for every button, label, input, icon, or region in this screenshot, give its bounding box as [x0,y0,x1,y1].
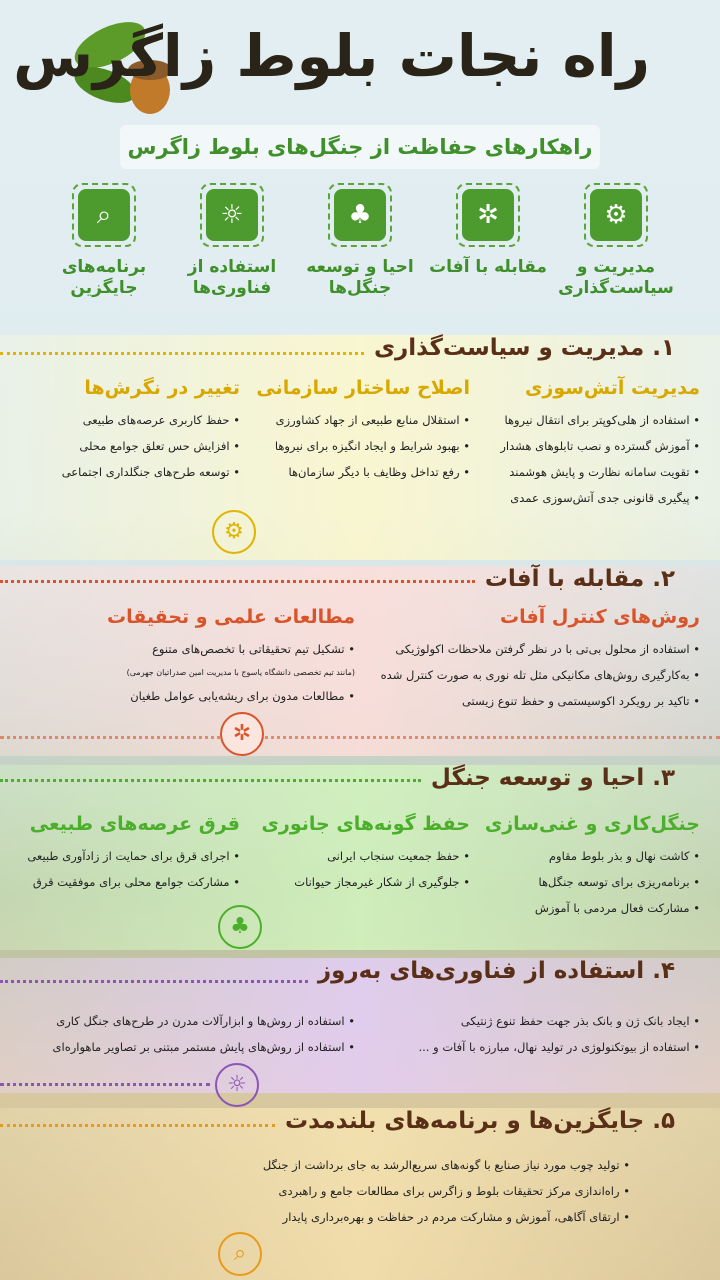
category-technology: ☼ استفاده از فناوری‌ها [168,183,296,300]
lightbulb-chip-icon: ☼ [206,189,258,241]
column-alternatives: • تولید چوب مورد نیاز صنایع با گونه‌های سریع‌الرشد به جای برداشت از جنگل • راه‌اندازی مرکز تحقیقات بلوط و زاگرس برای مطالعات جامع و راهبردی • ارتقای آگاهی، آموزش و مشارکت مردم در حفاظت و بهره‌برداری پایدار [20,1158,630,1236]
bug-target-icon: ✲ [462,189,514,241]
category-alternatives: ⌕ برنامه‌های جایگزین [40,183,168,300]
bug-target-icon: ✲ [220,712,264,756]
page-title: راه نجات بلوط زاگرس [13,22,650,90]
section-title: ۴. استفاده از فناوری‌های به‌روز [317,958,675,984]
column-afforestation: جنگل‌کاری و غنی‌سازی • کاشت نهال و بذر بلوط مقاوم • برنامه‌ریزی برای توسعه جنگل‌ها • مشارکت فعال مردمی با آموزش [480,813,700,927]
column-pest-control: روش‌های کنترل آفات • استفاده از محلول بی‌تی با در نظر گرفتن ملاحظات اکولوژیکی • به‌کارگیری روش‌های مکانیکی مثل تله نوری به صورت کنترل شده • تاکید بر رویکرد اکوسیستمی و حفظ تنوع زیستی [365,606,700,720]
column-tech-2: • استفاده از روش‌ها و ابزارآلات مدرن در طرح‌های جنگل کاری • استفاده از روش‌های پایش مستمر مبتنی بر تصاویر ماهواره‌ای [20,1014,355,1066]
category-pests: ✲ مقابله با آفات [424,183,552,300]
section-pests [0,566,720,756]
category-icons [40,183,680,300]
search-chart-icon: ⌕ [78,189,130,241]
section-title: ۱. مدیریت و سیاست‌گذاری [373,335,675,361]
column-enclosure: قرق عرصه‌های طبیعی • اجرای قرق برای حمایت از زادآوری طبیعی • مشارکت جوامع محلی برای موفقیت قرق [20,813,240,927]
section-title: ۲. مقابله با آفات [484,566,675,592]
section-alternatives [0,1108,720,1280]
tree-hand-icon: ♣ [218,905,262,949]
column-wildlife: حفظ گونه‌های جانوری • حفظ جمعیت سنجاب ایرانی • جلوگیری از شکار غیرمجاز حیوانات [250,813,470,927]
column-tech-1: • ایجاد بانک ژن و بانک بذر جهت حفظ تنوع ژنتیکی • استفاده از بیوتکنولوژی در تولید نهال، مبارزه با آفات و ... [365,1014,700,1066]
tree-hand-icon: ♣ [334,189,386,241]
section-title: ۳. احیا و توسعه جنگل [430,765,675,791]
section-management [0,335,720,560]
column-attitudes: تغییر در نگرش‌ها • حفظ کاربری عرصه‌های طبیعی • افزایش حس تعلق جوامع محلی • توسعه طرح‌های جنگلداری اجتماعی [20,377,240,517]
column-structure: اصلاح ساختار سازمانی • استقلال منابع طبیعی از جهاد کشاورزی • بهبود شرایط و ایجاد انگیزه برای نیروها • رفع تداخل وظایف با دیگر سازمان‌ها [250,377,470,517]
subtitle: راهکارهای حفاظت از جنگل‌های بلوط زاگرس [120,125,600,169]
column-fire: مدیریت آتش‌سوزی • استفاده از هلی‌کوپتر برای انتقال نیروها • آموزش گسترده و نصب تابلوهای هشدار • تقویت سامانه نظارت و پایش هوشمند • پیگیری قانونی جدی آتش‌سوزی عمدی [480,377,700,517]
column-research: مطالعات علمی و تحقیقات • تشکیل تیم تحقیقاتی با تخصص‌های متنوع (مانند تیم تخصصی دانشگاه یاسوج با مدیریت امین صدراتیان جهرمی) • مطالعات مدون برای ریشه‌یابی عوامل طغیان [20,606,355,720]
hand-gear-icon: ⚙ [212,510,256,554]
lightbulb-chip-icon: ☼ [215,1063,259,1107]
search-chart-icon: ⌕ [218,1232,262,1276]
category-restoration: ♣ احیا و توسعه جنگل‌ها [296,183,424,300]
section-restoration [0,765,720,950]
hand-gear-icon: ⚙ [590,189,642,241]
section-title: ۵. جایگزین‌ها و برنامه‌های بلندمدت [285,1108,675,1134]
category-management: ⚙ مدیریت و سیاست‌گذاری [552,183,680,300]
section-technology [0,958,720,1097]
